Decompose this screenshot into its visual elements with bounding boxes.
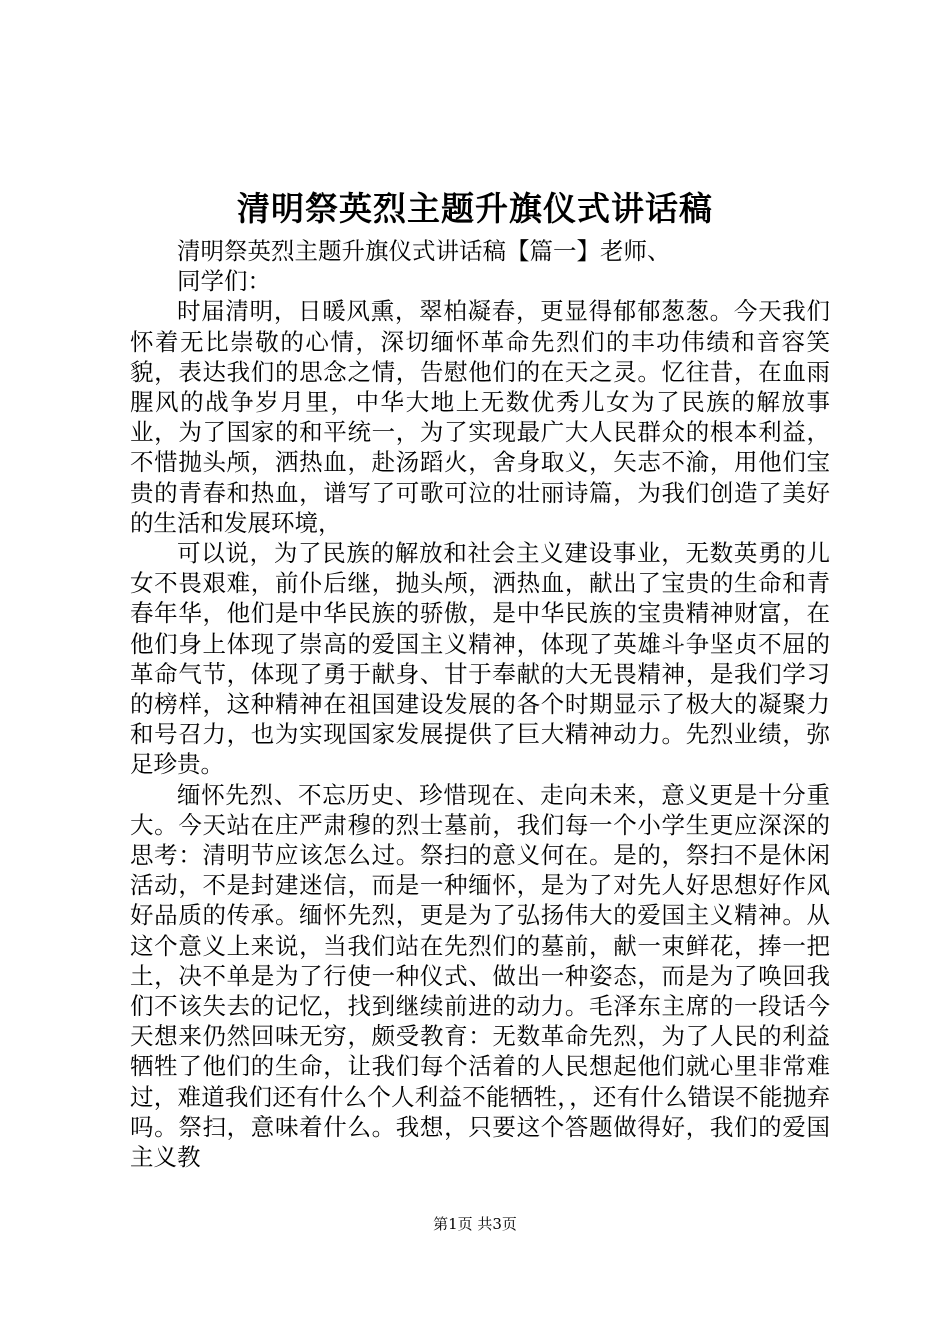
paragraph: 缅怀先烈、不忘历史、珍惜现在、走向未来，意义更是十分重大。今天站在庄严肃穆的烈士墓前，我们每一个小学生更应深深的思考：清明节应该怎么过。祭扫的意义何在。是的，祭扫不是休闲活动，不是封建迷信，而是一种缅怀，是为了对先人好思想好作风好品质的传承。缅怀先烈，更是为了弘扬伟大的爱国主义精神。从这个意义上来说，当我们站在先烈们的墓前，献一束鲜花，捧一把土，决不单是为了行使一种仪式、做出一种姿态，而是为了唤回我们不该失去的记忆，找到继续前进的动力。毛泽东主席的一段话今天想来仍然回味无穷，颇受教育：无数革命先烈，为了人民的利益牺牲了他们的生命，让我们每个活着的人民想起他们就心里非常难过，难道我们还有什么个人利益不能牺牲，，还有什么错误不能抛弃吗。祭扫，意味着什么。我想，只要这个答题做得好，我们的爱国主义教: [130, 780, 830, 1172]
paragraph: 时届清明，日暖风熏，翠柏凝春，更显得郁郁葱葱。今天我们怀着无比崇敬的心情，深切缅怀革命先烈们的丰功伟绩和音容笑貌，表达我们的思念之情，告慰他们的在天之灵。忆往昔，在血雨腥风的战争岁月里，中华大地上无数优秀儿女为了民族的解放事业，为了国家的和平统一，为了实现最广大人民群众的根本利益，不惜抛头颅，洒热血，赴汤蹈火，舍身取义，矢志不渝，用他们宝贵的青春和热血，谱写了可歌可泣的壮丽诗篇，为我们创造了美好的生活和发展环境，: [130, 297, 830, 537]
page-footer: 第1页 共3页: [433, 1215, 517, 1233]
document-title: 清明祭英烈主题升旗仪式讲话稿: [237, 189, 713, 228]
paragraph: 清明祭英烈主题升旗仪式讲话稿【篇一】老师、: [177, 237, 671, 265]
paragraph: 可以说，为了民族的解放和社会主义建设事业，无数英勇的儿女不畏艰难，前仆后继，抛头颅，洒热血，献出了宝贵的生命和青春年华，他们是中华民族的骄傲，是中华民族的宝贵精神财富，在他们身上体现了崇高的爱国主义精神，体现了英雄斗争坚贞不屈的革命气节，体现了勇于献身、甘于奉献的大无畏精神，是我们学习的榜样，这种精神在祖国建设发展的各个时期显示了极大的凝聚力和号召力，也为实现国家发展提供了巨大精神动力。先烈业绩，弥足珍贵。: [130, 539, 830, 779]
paragraph: 同学们：: [177, 267, 271, 296]
document-body: [130, 236, 830, 1172]
